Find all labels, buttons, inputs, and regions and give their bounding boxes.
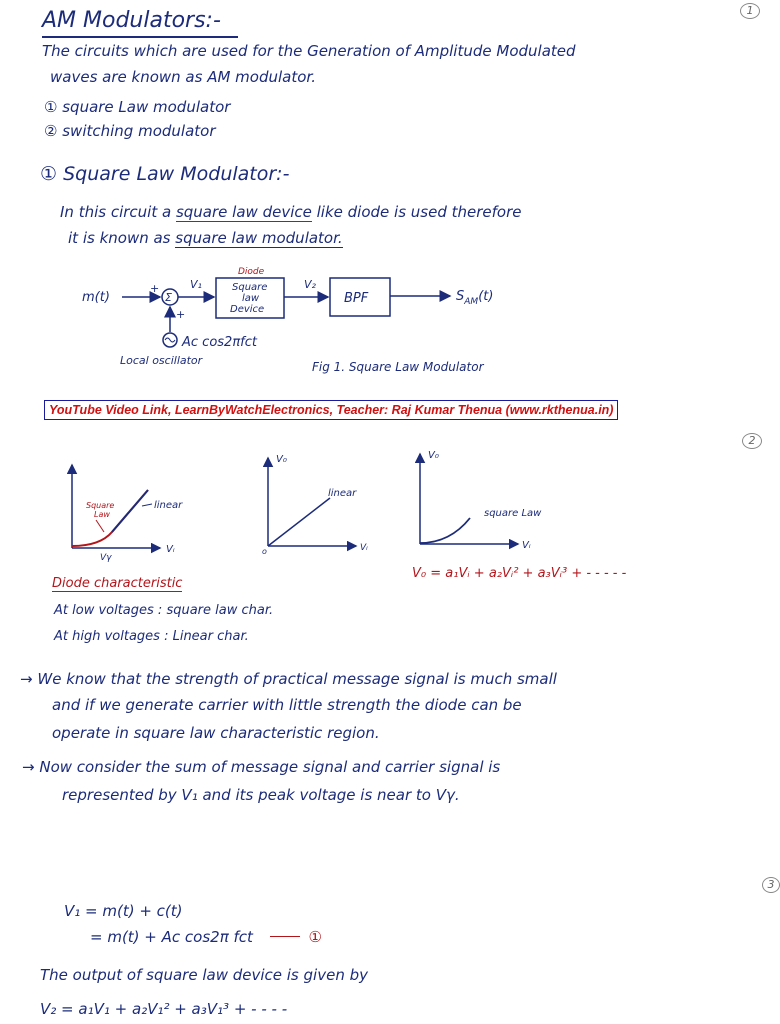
diode-formula: V₀ = a₁Vᵢ + a₂Vᵢ² + a₃Vᵢ³ + - - - - - xyxy=(412,566,627,581)
device-label-line: Device xyxy=(230,304,265,315)
characteristic-graphs xyxy=(0,440,768,590)
device-label-line: Square xyxy=(232,282,268,293)
page-title: AM Modulators:- xyxy=(42,8,221,33)
list-label: square Law modulator xyxy=(62,98,231,116)
plus-sign: + xyxy=(176,308,186,321)
v2-label: V₂ xyxy=(304,278,316,291)
section-number: ① xyxy=(40,163,58,185)
graph-label: Law xyxy=(94,510,110,519)
bpf-label: BPF xyxy=(344,291,369,306)
axis-label: o xyxy=(262,547,267,556)
note-line: represented by V₁ and its peak voltage is near to Vγ. xyxy=(62,786,460,804)
note-text: Now consider the sum of message signal and carrier signal is xyxy=(39,758,501,776)
graph-diode-curve xyxy=(72,465,183,563)
note-line xyxy=(20,670,557,688)
equation-text: = m(t) + Aᴄ cos2π fᴄt xyxy=(90,928,253,946)
equation-tag-dash xyxy=(270,936,300,937)
sigma-icon: Σ xyxy=(165,291,172,304)
diode-char-line: At low voltages : square law char. xyxy=(54,603,274,618)
description-line-2 xyxy=(68,229,343,247)
input-label: m(t) xyxy=(82,290,110,305)
title-underline xyxy=(42,36,238,38)
note-line xyxy=(22,758,500,776)
emphasis-text: square law device xyxy=(175,203,312,221)
graph-label: linear xyxy=(328,488,357,499)
diode-char-line: At high voltages : Linear char. xyxy=(54,629,249,644)
sine-wave-icon xyxy=(165,338,175,342)
block-diagram xyxy=(0,260,768,385)
arrow-icon: → xyxy=(20,670,33,688)
list-number: ① xyxy=(44,98,58,116)
intro-line-1: The circuits which are used for the Generation of Amplitude Modulated xyxy=(42,42,576,60)
axis-label: Vᵢ xyxy=(166,544,175,555)
figure-caption: Fig 1. Square Law Modulator xyxy=(312,360,484,374)
section-title: Square Law Modulator:- xyxy=(63,163,290,185)
description-text: it is known as xyxy=(68,229,171,247)
description-line-1 xyxy=(60,203,521,221)
youtube-video-link[interactable]: YouTube Video Link, LearnByWatchElectronics, Teacher: Raj Kumar Thenua (www.rkthenua.in) xyxy=(44,400,618,420)
carrier-label: Aᴄ cos2πfᴄt xyxy=(182,335,257,350)
axis-label: V₀ xyxy=(276,454,287,465)
list-item xyxy=(44,98,230,116)
list-number: ② xyxy=(44,122,58,140)
page-number-marker: 3 xyxy=(762,877,780,893)
note-text: We know that the strength of practical message signal is much small xyxy=(37,670,557,688)
equation-line: V₂ = a₁V₁ + a₂V₁² + a₃V₁³ + - - - - xyxy=(40,1000,288,1018)
graph-linear xyxy=(262,454,368,556)
intro-line-2: waves are known as AM modulator. xyxy=(50,68,316,86)
list-item xyxy=(44,122,216,140)
v1-label: V₁ xyxy=(190,278,202,291)
page-number-marker: 1 xyxy=(740,3,760,19)
section-heading xyxy=(40,163,289,185)
output-label: $S_{AM}(t)$ xyxy=(456,289,494,307)
emphasis-text: square law modulator. xyxy=(175,229,343,247)
graph-square-law xyxy=(420,450,542,551)
sentence-line: The output of square law device is given by xyxy=(40,966,368,984)
axis-label: Vᵢ xyxy=(360,543,368,553)
graph-label: Square xyxy=(86,501,115,510)
equation-line xyxy=(90,928,322,946)
axis-label: V₀ xyxy=(428,450,439,461)
oscillator-label: Local oscillator xyxy=(120,354,203,367)
diode-char-heading: Diode characteristic xyxy=(52,576,183,591)
description-text: like diode is used therefore xyxy=(316,203,522,221)
list-label: switching modulator xyxy=(62,122,216,140)
device-top-label: Diode xyxy=(238,267,265,277)
device-label-line: law xyxy=(242,293,260,304)
equation-line: V₁ = m(t) + c(t) xyxy=(64,902,183,920)
arrow-icon: → xyxy=(22,758,35,776)
page-number-marker: 2 xyxy=(742,433,762,449)
axis-label: Vγ xyxy=(100,553,112,563)
axis-label: Vᵢ xyxy=(522,540,531,551)
equation-tag: ① xyxy=(308,928,322,946)
plus-sign: + xyxy=(150,282,160,295)
description-text: In this circuit a xyxy=(60,203,172,221)
note-line: and if we generate carrier with little strength the diode can be xyxy=(52,696,522,714)
graph-label: linear xyxy=(154,500,183,511)
graph-label: square Law xyxy=(484,508,542,519)
note-line: operate in square law characteristic region. xyxy=(52,724,380,742)
